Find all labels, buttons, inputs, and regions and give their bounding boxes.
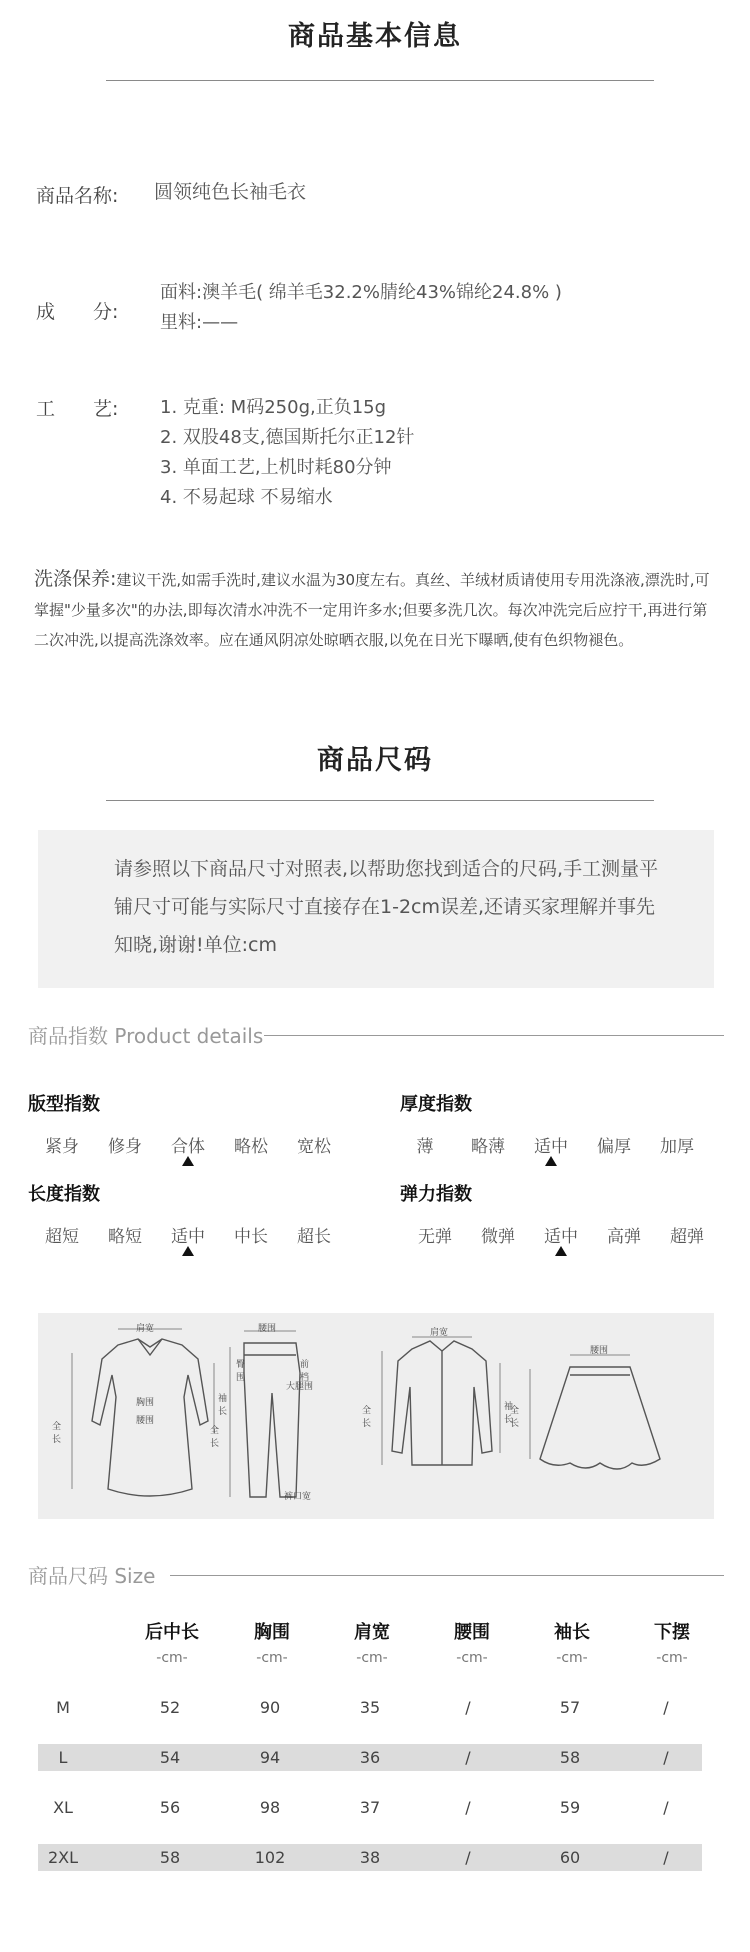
thickness-option: 加厚 <box>660 1137 694 1157</box>
dress-bust-label: 胸围 <box>136 1398 155 1408</box>
column-header: 胸围 <box>254 1622 290 1643</box>
table-cell: 102 <box>254 1848 286 1867</box>
dress-shoulder-label: 肩宽 <box>136 1324 155 1334</box>
dress-length-label: 全长 <box>52 1422 62 1445</box>
table-cell: / <box>663 1698 669 1717</box>
craft-label: 工 艺: <box>36 398 119 420</box>
elasticity-option: 微弹 <box>481 1227 515 1247</box>
table-cell: / <box>465 1848 471 1867</box>
table-cell: / <box>663 1748 669 1767</box>
table-row <box>38 1694 702 1721</box>
length-index-title: 长度指数 <box>28 1184 100 1205</box>
table-cell: 36 <box>359 1748 381 1767</box>
skirt-length-label: 全长 <box>510 1406 520 1429</box>
table-row <box>38 1744 702 1771</box>
table-cell: 37 <box>359 1798 381 1817</box>
product-details-header <box>28 1020 724 1050</box>
table-cell: 54 <box>159 1748 181 1767</box>
craft-line: 2. 双股48支,德国斯托尔正12针 <box>160 427 415 448</box>
trousers-length-label: 全长 <box>210 1426 220 1449</box>
composition-label: 成 分: <box>36 301 119 323</box>
column-unit: -cm- <box>556 1650 588 1666</box>
composition-line: 里料:—— <box>160 312 239 333</box>
composition-lines <box>160 278 562 338</box>
dress-sleeve-label: 袖长 <box>218 1394 228 1417</box>
thickness-option: 偏厚 <box>597 1137 631 1157</box>
table-cell: 58 <box>559 1748 581 1767</box>
size-cell: L <box>58 1748 68 1767</box>
thickness-option: 薄 <box>416 1137 434 1157</box>
fit-option: 合体 <box>171 1137 205 1157</box>
table-cell: 90 <box>259 1698 281 1717</box>
elasticity-option: 高弹 <box>607 1227 641 1247</box>
table-cell: 94 <box>259 1748 281 1767</box>
table-cell: 35 <box>359 1698 381 1717</box>
wash-label: 洗涤保养: <box>34 568 117 590</box>
thickness-selected-marker-icon <box>545 1156 557 1166</box>
size-header-rule <box>170 1575 724 1576</box>
column-unit: -cm- <box>456 1650 488 1666</box>
table-cell: 56 <box>159 1798 181 1817</box>
fit-option: 宽松 <box>297 1137 331 1157</box>
column-unit: -cm- <box>656 1650 688 1666</box>
name-value: 圆领纯色长袖毛衣 <box>154 181 307 203</box>
size-cell: M <box>56 1698 70 1717</box>
table-row <box>38 1844 702 1871</box>
elasticity-selected-marker-icon <box>555 1246 567 1256</box>
size-title-divider <box>106 800 654 801</box>
trousers-rise-label: 前档 <box>300 1360 310 1383</box>
trousers-thigh-label: 大腿围 <box>286 1382 314 1392</box>
fit-selected-marker-icon <box>182 1156 194 1166</box>
thickness-option: 略薄 <box>471 1137 505 1157</box>
column-header: 后中长 <box>145 1622 199 1643</box>
size-notice-box <box>38 830 714 988</box>
shirt-shoulder-label: 肩宽 <box>430 1328 449 1338</box>
craft-lines <box>160 393 414 513</box>
table-cell: 38 <box>359 1848 381 1867</box>
column-header: 腰围 <box>454 1622 490 1643</box>
shirt-length-label: 全长 <box>362 1406 372 1429</box>
size-header-text: 商品尺码 Size <box>28 1564 156 1588</box>
size-cell: XL <box>53 1798 73 1817</box>
length-option: 超短 <box>45 1227 79 1247</box>
composition-line: 面料:澳羊毛( 绵羊毛32.2%腈纶43%锦纶24.8% ) <box>160 282 562 303</box>
skirt-waist-label: 腰围 <box>590 1346 609 1356</box>
table-cell: / <box>465 1798 471 1817</box>
measurement-diagram <box>38 1313 714 1519</box>
table-cell: / <box>465 1748 471 1767</box>
table-cell: 52 <box>159 1698 181 1717</box>
craft-line: 1. 克重: M码250g,正负15g <box>160 397 387 418</box>
table-cell: 58 <box>159 1848 181 1867</box>
length-option: 中长 <box>234 1227 268 1247</box>
thickness-option: 适中 <box>534 1137 568 1157</box>
thickness-index-title: 厚度指数 <box>400 1094 472 1115</box>
wash-care <box>34 564 714 655</box>
elasticity-option: 超弹 <box>670 1227 704 1247</box>
fit-option: 紧身 <box>45 1137 79 1157</box>
basic-info-title: 商品基本信息 <box>288 21 462 52</box>
size-header <box>28 1560 724 1590</box>
craft-line: 4. 不易起球 不易缩水 <box>160 487 333 508</box>
product-details-header-text: 商品指数 Product details <box>28 1024 264 1048</box>
table-cell: 57 <box>559 1698 581 1717</box>
elasticity-option: 无弹 <box>418 1227 452 1247</box>
trousers-waist-label: 腰围 <box>258 1324 277 1334</box>
column-unit: -cm- <box>256 1650 288 1666</box>
fit-option: 略松 <box>234 1137 268 1157</box>
wash-text: 建议干洗,如需手洗时,建议水温为30度左右。真丝、羊绒材质请使用专用洗涤液,漂洗时,可掌握"少量多次"的办法,即每次清水冲洗不一定用许多水;但要多洗几次。每次冲洗完后应拧干,再进行第二次冲洗,以提高洗涤效率。应在通风阴凉处晾晒衣服,以免在日光下曝晒,使有色织物褪色。 <box>34 571 710 649</box>
shirt-sleeve-label: 袖长 <box>504 1402 514 1425</box>
header-rule <box>264 1035 724 1036</box>
length-option: 适中 <box>171 1227 205 1247</box>
table-cell: / <box>663 1798 669 1817</box>
fit-option: 修身 <box>108 1137 142 1157</box>
table-cell: 60 <box>559 1848 581 1867</box>
name-label: 商品名称: <box>36 185 119 207</box>
column-unit: -cm- <box>356 1650 388 1666</box>
size-section-title: 商品尺码 <box>317 745 433 776</box>
column-header: 袖长 <box>554 1622 590 1643</box>
table-cell: 59 <box>559 1798 581 1817</box>
craft-line: 3. 单面工艺,上机时耗80分钟 <box>160 457 392 478</box>
table-cell: / <box>663 1848 669 1867</box>
table-cell: 98 <box>259 1798 281 1817</box>
size-cell: 2XL <box>47 1848 79 1867</box>
length-option: 超长 <box>297 1227 331 1247</box>
length-selected-marker-icon <box>182 1246 194 1256</box>
elasticity-index-title: 弹力指数 <box>400 1184 472 1205</box>
trousers-hip-label: 臀围 <box>236 1360 246 1383</box>
elasticity-option: 适中 <box>544 1227 578 1247</box>
column-header: 肩宽 <box>354 1622 390 1643</box>
title-divider <box>106 80 654 81</box>
fit-index-title: 版型指数 <box>28 1094 100 1115</box>
column-unit: -cm- <box>156 1650 188 1666</box>
column-header: 下摆 <box>654 1622 690 1643</box>
table-cell: / <box>465 1698 471 1717</box>
table-row <box>38 1794 702 1821</box>
size-notice-text: 请参照以下商品尺寸对照表,以帮助您找到适合的尺码,手工测量平铺尺寸可能与实际尺寸直接存在1-2cm误差,还请买家理解并事先知晓,谢谢!单位:cm <box>114 858 659 956</box>
dress-waist-label: 腰围 <box>136 1416 155 1426</box>
trousers-hem-label: 裤口宽 <box>284 1492 312 1502</box>
length-option: 略短 <box>108 1227 142 1247</box>
